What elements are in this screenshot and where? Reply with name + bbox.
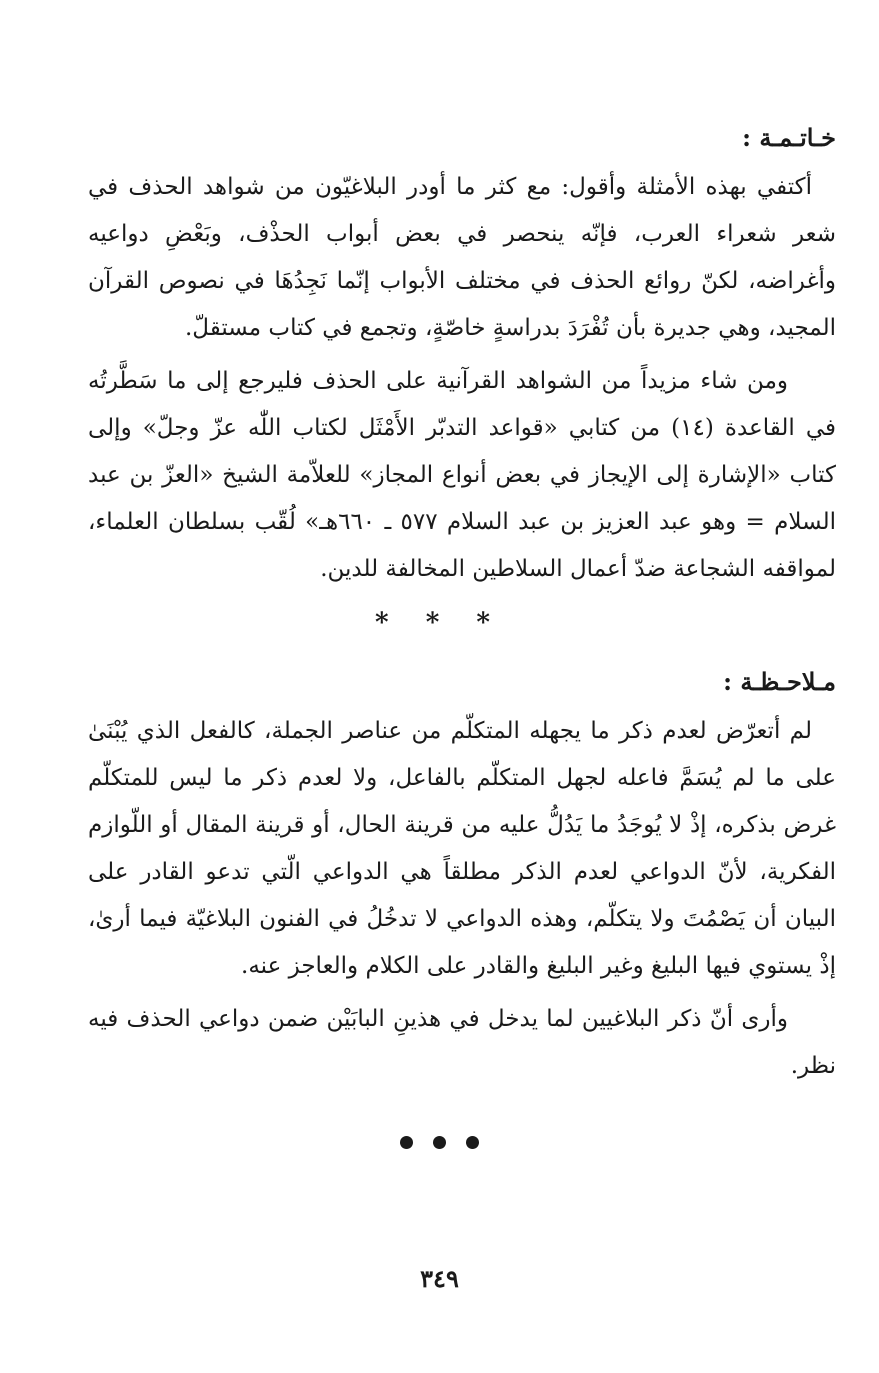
section-separator-stars: * * * <box>375 608 504 638</box>
dot-ornament <box>466 1136 479 1149</box>
note-paragraph-2: وأرى أنّ ذكر البلاغيين لما يدخل في هذينِ البابَيْن ضمن دواعي الحذف فيه نظر. <box>88 1006 836 1079</box>
page-number: ٣٤٩ <box>420 1264 459 1293</box>
conclusion-paragraph-2: ومن شاء مزيداً من الشواهد القرآنية على الحذف فليرجع إلى ما سَطَّرتُه في القاعدة (١٤) من كتابي «قواعد التدبّر الأَمْثَل لكتاب اللّٰه عزّ وجلّ» وإلى كتاب «الإشارة إلى الإيجاز في بعض أنواع المجاز» للعلاّمة الشيخ «العزّ بن عبد السلام = وهو عبد العزيز بن عبد السلام ٥٧٧ ـ ٦٦٠هـ» لُقّب بسلطان العلماء، لمواقفه الشجاعة ضدّ أعمال السلاطين المخالفة للدين. <box>88 368 836 582</box>
conclusion-paragraph-1: أكتفي بهذه الأمثلة وأقول: مع كثر ما أودر البلاغيّون من شواهد الحذف في شعر شعراء العرب، فإنّه ينحصر في بعض أبواب الحذْف، وبَعْضِ دواعيه وأغراضه، لكنّ روائع الحذف في مختلف الأبواب إنّما نَجِدُهَا في نصوص القرآن المجيد، وهي جديرة بأن تُفْرَدَ بدراسةٍ خاصّةٍ، وتجمع في كتاب مستقلّ. <box>88 174 836 341</box>
dot-ornament <box>400 1136 413 1149</box>
dot-ornament <box>433 1136 446 1149</box>
note-section <box>88 708 836 1090</box>
end-separator-dots <box>0 1130 879 1155</box>
note-paragraph-1: لم أتعرّض لعدم ذكر ما يجهله المتكلّم من عناصر الجملة، كالفعل الذي يُبْنَىٰ على ما لم يُسَمَّ فاعله لجهل المتكلّم بالفاعل، ولا لعدم ذكر ما ليس للمتكلّم غرض بذكره، إذْ لا يُوجَدُ ما يَدُلُّ عليه من قرينة الحال، أو قرينة المقال أو اللّوازم الفكرية، لأنّ الدواعي لعدم الذكر مطلقاً هي الدواعي الّتي تدعو القادر على البيان أن يَصْمُتَ ولا يتكلّم، وهذه الدواعي لا تدخُلُ في الفنون البلاغيّة فيما أرىٰ، إذْ يستوي فيها البليغ وغير البليغ والقادر على الكلام والعاجز عنه. <box>88 718 836 979</box>
conclusion-heading: خـاتـمـة : <box>742 123 836 152</box>
conclusion-section <box>88 164 836 593</box>
note-heading: مـلاحـظـة : <box>723 667 836 696</box>
